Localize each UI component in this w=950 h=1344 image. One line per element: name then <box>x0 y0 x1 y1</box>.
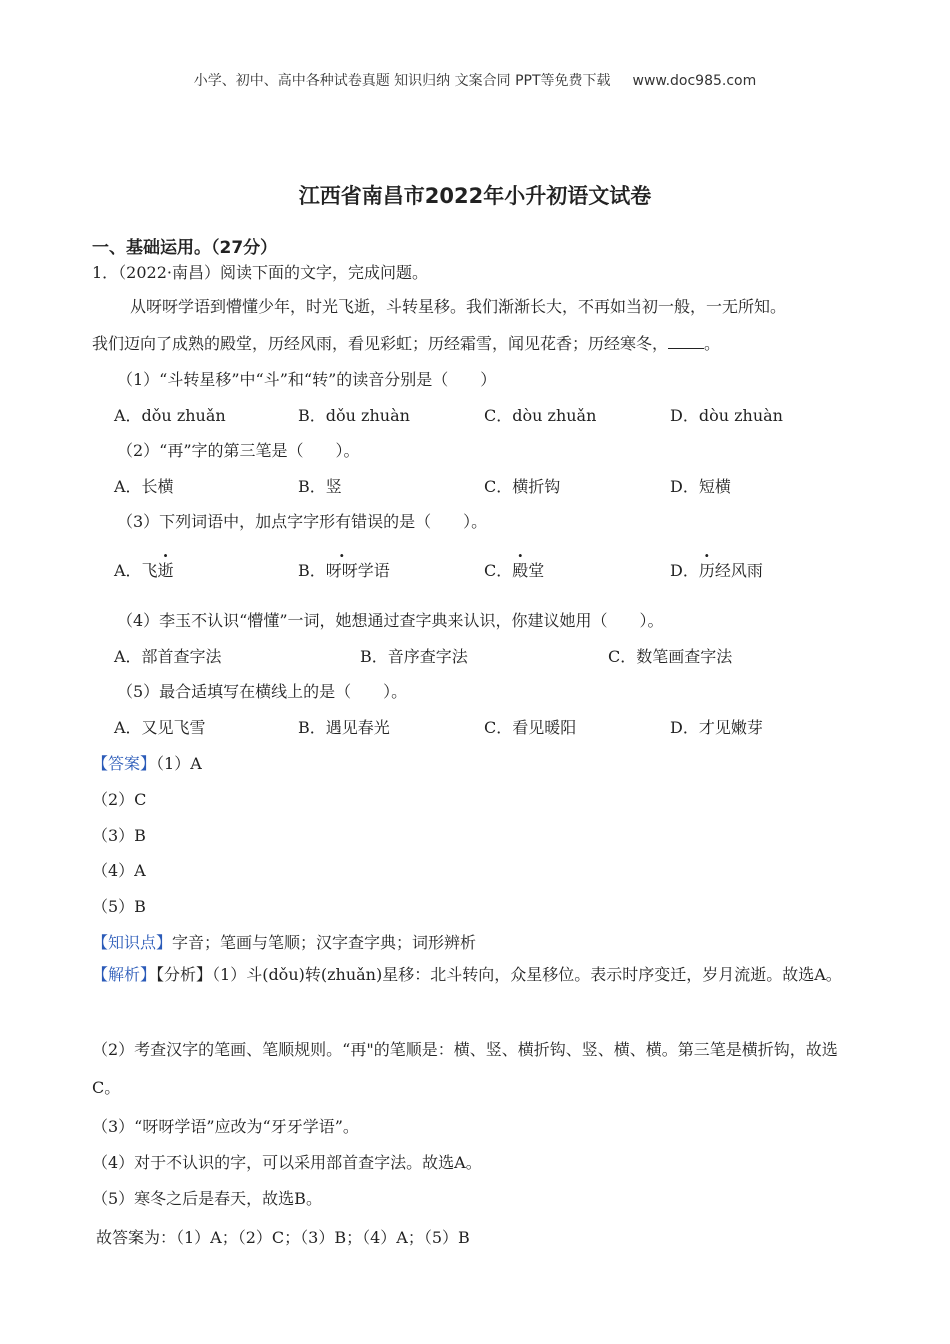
header-url[interactable]: www.doc985.com <box>632 73 757 89</box>
sub-question-2: （2）“再”字的第三笔是（ ）。 <box>117 441 360 460</box>
q3-b-dotted: 呀呀 <box>325 561 358 580</box>
q1-option-d: D．dòu zhuàn <box>670 406 783 425</box>
passage-line-2 <box>92 331 720 354</box>
q3-d-dotted: 历 <box>698 561 715 580</box>
knowledge-tag: 【知识点】 <box>92 933 173 952</box>
q3-b-prefix: B． <box>298 561 326 580</box>
section-heading: 一、基础运用。（27分） <box>92 238 278 258</box>
q3-a-dotted: 逝 <box>157 561 174 580</box>
knowledge-text: 字音；笔画与笔顺；汉字查字典；词形辨析 <box>172 933 477 952</box>
q3-option-d <box>670 558 763 581</box>
sub-question-4: （4）李玉不认识“懵懂”一词，她想通过查字典来认识，你建议她用（ ）。 <box>117 611 664 630</box>
answer-line-3: （3）B <box>92 826 146 845</box>
q1-option-b: B．dǒu zhuàn <box>298 406 410 425</box>
q4-option-b: B．音序查字法 <box>360 647 468 666</box>
header-text: 小学、初中、高中各种试卷真题 知识归纳 文案合同 PPT等免费下载 <box>193 73 611 89</box>
q2-option-b: B．竖 <box>298 477 342 496</box>
q3-c-dotted: 殿 <box>512 561 529 580</box>
sub-question-3: （3）下列词语中，加点字字形有错误的是（ ）。 <box>117 512 488 531</box>
analysis-paragraph-3: （3）“呀呀学语”应改为“牙牙学语”。 <box>92 1117 359 1136</box>
sub-question-1: （1）“斗转星移”中“斗”和“转”的读音分别是（ ） <box>117 370 497 389</box>
answer-tag: 【答案】 <box>92 754 157 773</box>
q3-a-prefix: A．飞 <box>114 561 158 580</box>
analysis-paragraph-4: （4）对于不认识的字，可以采用部首查字法。故选A。 <box>92 1153 482 1172</box>
fill-blank <box>668 334 704 349</box>
page-title: 江西省南昌市2022年小升初语文试卷 <box>298 184 652 208</box>
q5-option-c: C．看见暖阳 <box>484 718 577 737</box>
q2-option-d: D．短横 <box>670 477 731 496</box>
q3-b-suffix: 学语 <box>357 561 390 580</box>
q2-option-c: C．横折钩 <box>484 477 561 496</box>
sub-question-5: （5）最合适填写在横线上的是（ ）。 <box>117 682 408 701</box>
q3-d-prefix: D． <box>670 561 699 580</box>
q3-d-suffix: 经风雨 <box>714 561 763 580</box>
q3-option-c <box>484 558 544 581</box>
q3-option-a <box>114 558 174 581</box>
question-intro: 1．（2022·南昌）阅读下面的文字，完成问题。 <box>92 263 428 282</box>
q1-option-c: C．dòu zhuǎn <box>484 406 597 425</box>
analysis-paragraph-2: （2）考查汉字的笔画、笔顺规则。“再"的笔顺是：横、竖、横折钩、竖、横、横。第三笔是横折钩，故选C。 <box>92 1040 838 1097</box>
analysis-paragraph-5: （5）寒冬之后是春天，故选B。 <box>92 1189 322 1208</box>
knowledge-block <box>92 930 476 953</box>
final-answer: 故答案为：（1）A；（2）C；（3）B；（4）A；（5）B <box>96 1228 470 1247</box>
q3-c-suffix: 堂 <box>528 561 545 580</box>
analysis-tag: 【解析】 <box>92 965 157 984</box>
q5-option-a: A．又见飞雪 <box>114 718 206 737</box>
q5-option-b: B．遇见春光 <box>298 718 390 737</box>
answer-line-1: （1）A <box>156 754 202 773</box>
q1-option-a: A．dǒu zhuǎn <box>114 406 226 425</box>
analysis-paragraph-1 <box>92 956 862 994</box>
site-header <box>0 70 950 90</box>
q3-option-b <box>298 558 390 581</box>
answer-block <box>92 751 202 774</box>
answer-line-5: （5）B <box>92 897 146 916</box>
analysis-p1: 【分析】（1）斗(dǒu)转(zhuǎn)星移：北斗转向，众星移位。表示时序变迁，岁月流逝。故选A。 <box>156 965 842 984</box>
passage-line-1: 从呀呀学语到懵懂少年，时光飞逝，斗转星移。我们渐渐长大，不再如当初一般，一无所知。 <box>130 297 787 316</box>
q4-option-a: A．部首查字法 <box>114 647 222 666</box>
answer-line-4: （4）A <box>92 861 146 880</box>
q2-option-a: A．长横 <box>114 477 174 496</box>
passage-line-2-text: 我们迈向了成熟的殿堂，历经风雨，看见彩虹；历经霜雪，闻见花香；历经寒冬， <box>92 334 669 353</box>
q3-c-prefix: C． <box>484 561 513 580</box>
answer-line-2: （2）C <box>92 790 147 809</box>
passage-line-2-end: 。 <box>704 334 721 353</box>
q5-option-d: D．才见嫩芽 <box>670 718 763 737</box>
q4-option-c: C．数笔画查字法 <box>608 647 733 666</box>
